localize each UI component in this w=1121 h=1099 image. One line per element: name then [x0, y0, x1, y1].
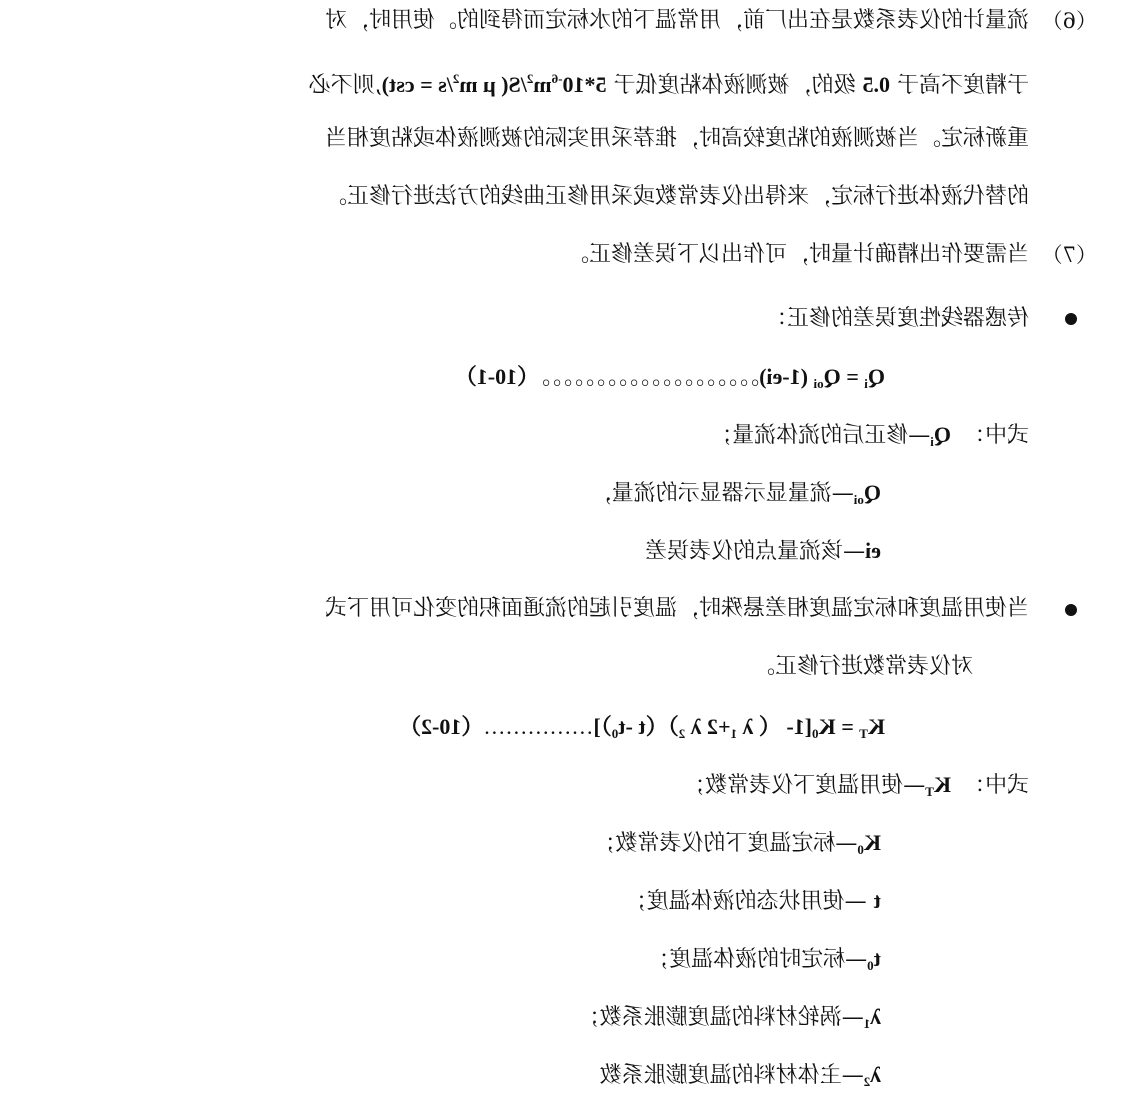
- para6-line2: 于精度不高于 0.5 级的，被测液体粘度低于 $5*10^{-6}m^2/S$( μ $m^2/s = cst$),则不必: [308, 71, 1029, 98]
- para6-line3: 重新标定。当被测液的粘度较高时，推荐采用实际的被测液体或粘度相当: [324, 126, 1029, 151]
- bullet2-line1: 当使用温度和标定温度相差悬殊时，温度引起的流通面积的变化可用下式: [324, 596, 1029, 621]
- bullet2-def4: $t_0—$标定时的液体温度；: [647, 946, 881, 973]
- bullet1-def3: ei—该流量点的仪表误差: [645, 538, 881, 564]
- bullet2-def3: t —使用状态的液体温度；: [624, 888, 881, 914]
- para7-text: 当需要作出精确计量时，可作出以下误差修正。: [566, 242, 1029, 267]
- bullet2-line2: 对仪表常数进行修正。: [752, 654, 973, 679]
- para6-number: （6）: [1041, 9, 1097, 33]
- formula-10-1: $Q_i = Q_{oi}$ (1-ei)。。。。。。。。。。。。。。。。。。。。（10-1）: [454, 364, 885, 391]
- bullet-dot: [1065, 604, 1077, 616]
- para7-number: （7）: [1041, 243, 1097, 267]
- formula-10-2: $K_T = K_0[1-$ （ λ $_1$+2 λ $_2$）（t $-t_0)]\dots\dots\dots\dots\dots(10-2)$: [399, 714, 885, 741]
- bullet1-def2: $Q_{oi}—$流量显示器显示的流量，: [589, 480, 881, 507]
- bullet1-title: 传感器线性度误差的修正：: [764, 306, 1029, 331]
- bullet1-def1: 式中：$Q_i—$修正后的流体流量；: [710, 422, 1029, 449]
- bullet2-def6: $\lambda_2—$主体材料的温度膨胀系数: [599, 1062, 881, 1089]
- para6-line1: 流量计的仪表系数是在出厂前，用常温下的水标定而得到的。使用时，对: [324, 8, 1029, 33]
- para6-line4: 的替代液体进行标定，来得出仪表常数或采用修正曲线的方法进行修正。: [324, 184, 1029, 209]
- bullet2-def5: $\lambda_1—$涡轮材料的温度膨胀系数；: [577, 1004, 881, 1031]
- bullet-dot: [1065, 313, 1077, 325]
- bullet2-def2: $K_0—$标定温度下的仪表常数；: [593, 830, 881, 857]
- bullet2-def1: 式中：$K_T—$使用温度下仪表常数；: [683, 772, 1029, 799]
